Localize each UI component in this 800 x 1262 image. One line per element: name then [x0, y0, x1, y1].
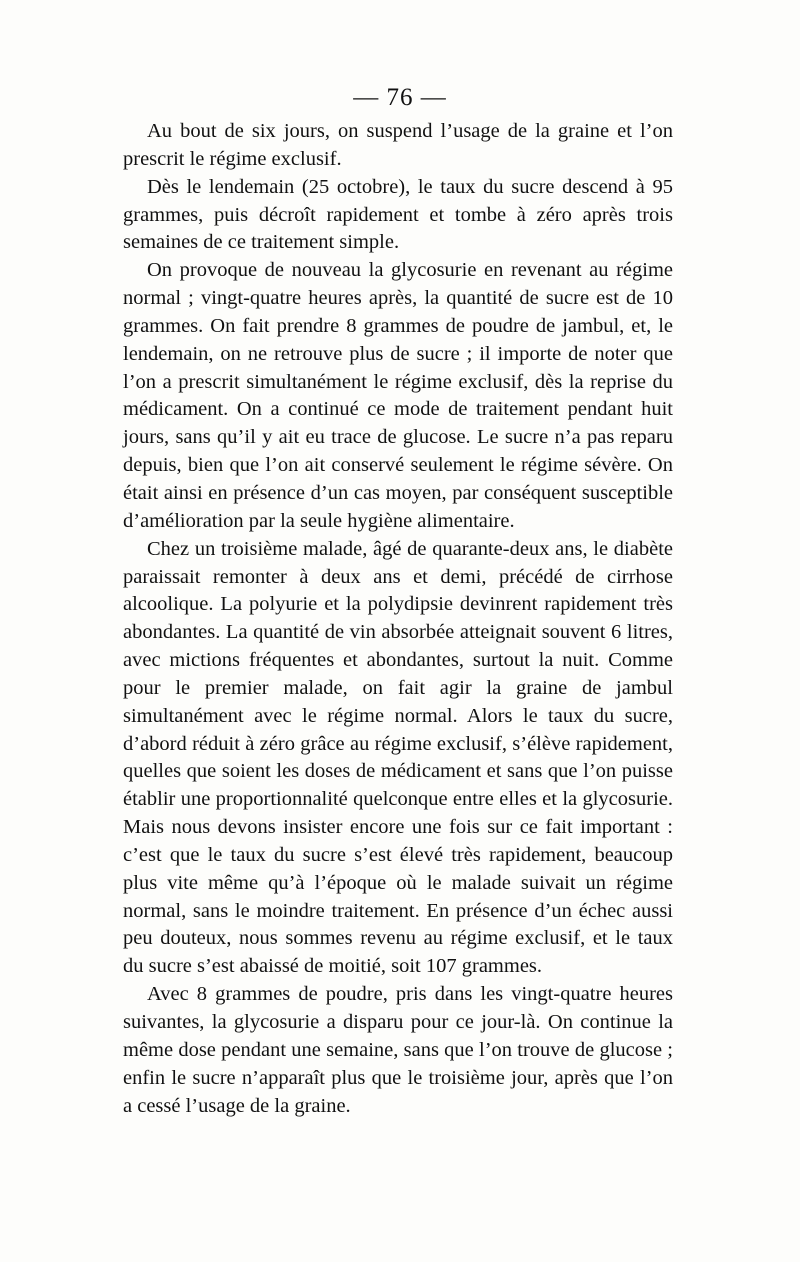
page-number: — 76 — — [353, 84, 447, 111]
paragraph-3: On provoque de nouveau la glycosurie en revenant au régime normal ; vingt-quatre heures après, la quantité de sucre est de 10 grammes. On fait prendre 8 grammes de poudre de jambul, et, le lendemain, on ne retrouve plus de sucre ; il importe de noter que l’on a prescrit simultanément le régime exclusif, dès la reprise du médicament. On a continué ce mode de traitement pendant huit jours, sans qu’il y ait eu trace de glucose. Le sucre n’a pas reparu depuis, bien que l’on ait conservé seulement le régime sévère. On était ainsi en présence d’un cas moyen, par conséquent susceptible d’amélioration par la seule hygiène alimentaire. — [123, 259, 673, 532]
paragraph-4: Chez un troisième malade, âgé de quarante-deux ans, le diabète paraissait remonter à deux ans et demi, précédé de cirrhose alcoolique. La polyurie et la polydipsie devinrent rapidement très abondantes. La quantité de vin absorbée atteignait souvent 6 litres, avec mictions fréquentes et abondantes, surtout la nuit. Comme pour le premier malade, on fait agir la graine de jambul simultanément avec le régime normal. Alors le taux du sucre, d’abord réduit à zéro grâce au régime exclusif, s’élève rapidement, quelles que soient les doses de médicament et sans que l’on puisse établir une proportionnalité quelconque entre elles et la glycosurie. Mais nous devons insister encore une fois sur ce fait important : c’est que le taux du sucre s’est élevé très rapidement, beaucoup plus vite même qu’à l’époque où le malade suivait un régime normal, sans le moindre traitement. En présence d’un échec aussi peu douteux, nous sommes revenu au régime exclusif, et le taux du sucre s’est abaissé de moitié, soit 107 grammes. — [123, 537, 673, 978]
paragraph-1: Au bout de six jours, on suspend l’usage de la graine et l’on prescrit le régime exclusif. — [123, 120, 673, 170]
paragraph-5: Avec 8 grammes de poudre, pris dans les vingt-quatre heures suivantes, la glycosurie a disparu pour ce jour-là. On continue la même dose pendant une semaine, sans que l’on trouve de glucose ; enfin le sucre n’apparaît plus que le troisième jour, après que l’on a cessé l’usage de la graine. — [123, 983, 673, 1117]
body-text — [123, 118, 673, 1120]
paragraph-2: Dès le lendemain (25 octobre), le taux du sucre descend à 95 grammes, puis décroît rapidement et tombe à zéro après trois semaines de ce traitement simple. — [123, 175, 673, 254]
